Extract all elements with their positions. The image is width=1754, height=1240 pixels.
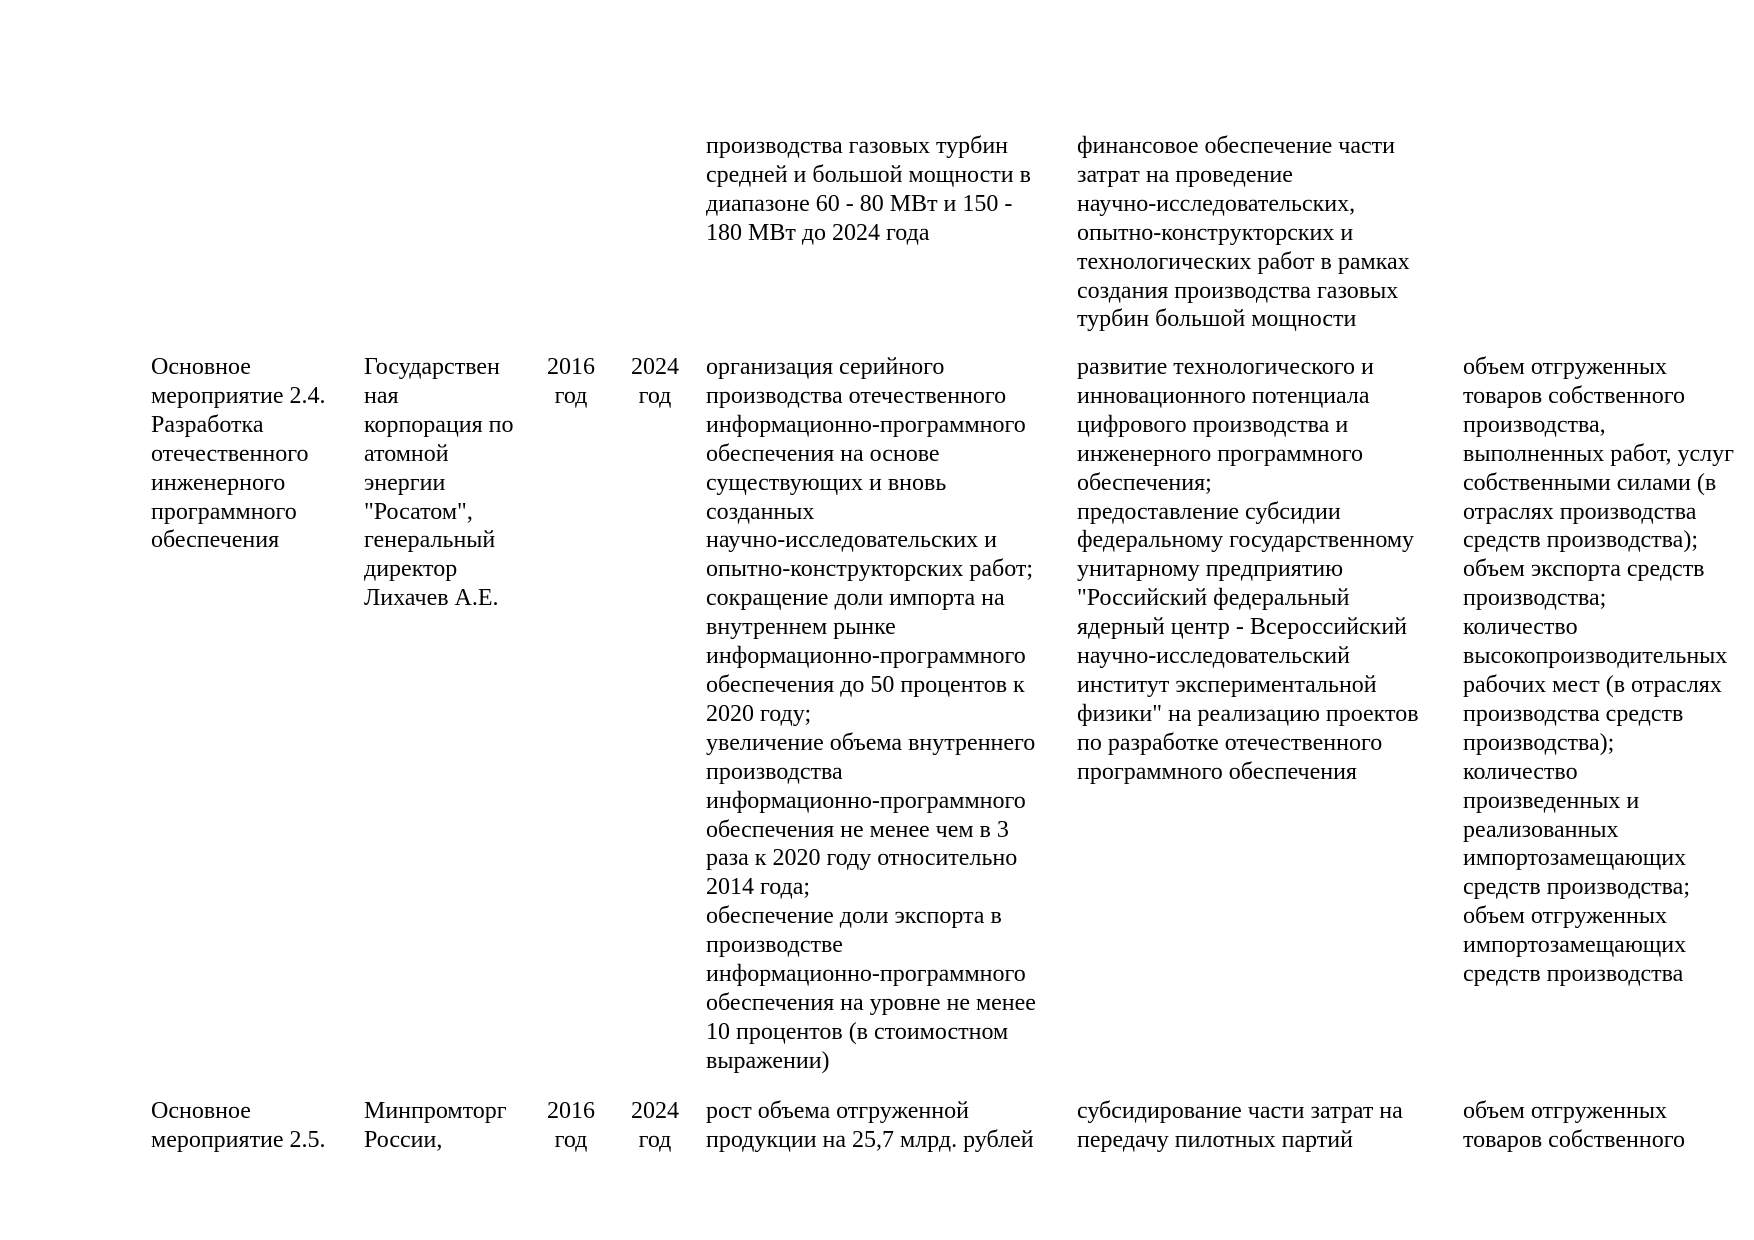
indicators-cell: объем отгруженных товаров собственного производства, выполненных работ, услуг собственными силами (в отраслях производства средств производства); объем экспорта средств производства; количество высокопроизводительных рабочих мест (в отраслях производства средств производства); количество произведенных и реализованных импортозамещающих средств производства; объем отгруженных импортозамещающих средств производства <box>1463 354 1734 988</box>
indicators-cell: объем отгруженных товаров собственного <box>1463 1098 1685 1153</box>
start-year-cell: 2016 год <box>547 1098 595 1153</box>
executor-cell: Государствен ная корпорация по атомной энергии "Росатом", генеральный директор Лихачев А.Е. <box>364 354 514 612</box>
activity-name-cell: Основное мероприятие 2.4. Разработка отечественного инженерного программного обеспечения <box>151 354 326 554</box>
start-year-cell: 2016 год <box>547 354 595 409</box>
measures-cell: развитие технологического и инновационного потенциала цифрового производства и инженерного программного обеспечения; предоставление субсидии федеральному государственному унитарному предприятию "Российский федеральный ядерный центр - Всероссийский научно-исследовательский институт экспериментальной физики" на реализацию проектов по разработке отечественного программного обеспечения <box>1077 354 1419 785</box>
expected-result-cell: рост объема отгруженной продукции на 25,7 млрд. рублей <box>706 1098 1034 1153</box>
measures-cell: субсидирование части затрат на передачу пилотных партий <box>1077 1098 1403 1153</box>
end-year-cell: 2024 год <box>631 1098 679 1153</box>
executor-cell: Минпромторг России, <box>364 1098 507 1153</box>
expected-result-cell: производства газовых турбин средней и большой мощности в диапазоне 60 - 80 МВт и 150 - 180 МВт до 2024 года <box>706 133 1031 246</box>
measures-cell: финансовое обеспечение части затрат на проведение научно-исследовательских, опытно-конструкторских и технологических работ в рамках создания производства газовых турбин большой мощности <box>1077 133 1410 333</box>
expected-result-cell: организация серийного производства отечественного информационно-программного обеспечения на основе существующих и вновь созданных научно-исследовательских и опытно-конструкторских работ; сокращение доли импорта на внутреннем рынке информационно-программного обеспечения до 50 процентов к 2020 году; увеличение объема внутреннего производства информационно-программного обеспечения не менее чем в 3 раза к 2020 году относительно 2014 года; обеспечение доли экспорта в производстве информационно-программного обеспечения на уровне не менее 10 процентов (в стоимостном выражении) <box>706 354 1036 1074</box>
activity-name-cell: Основное мероприятие 2.5. <box>151 1098 326 1153</box>
end-year-cell: 2024 год <box>631 354 679 409</box>
